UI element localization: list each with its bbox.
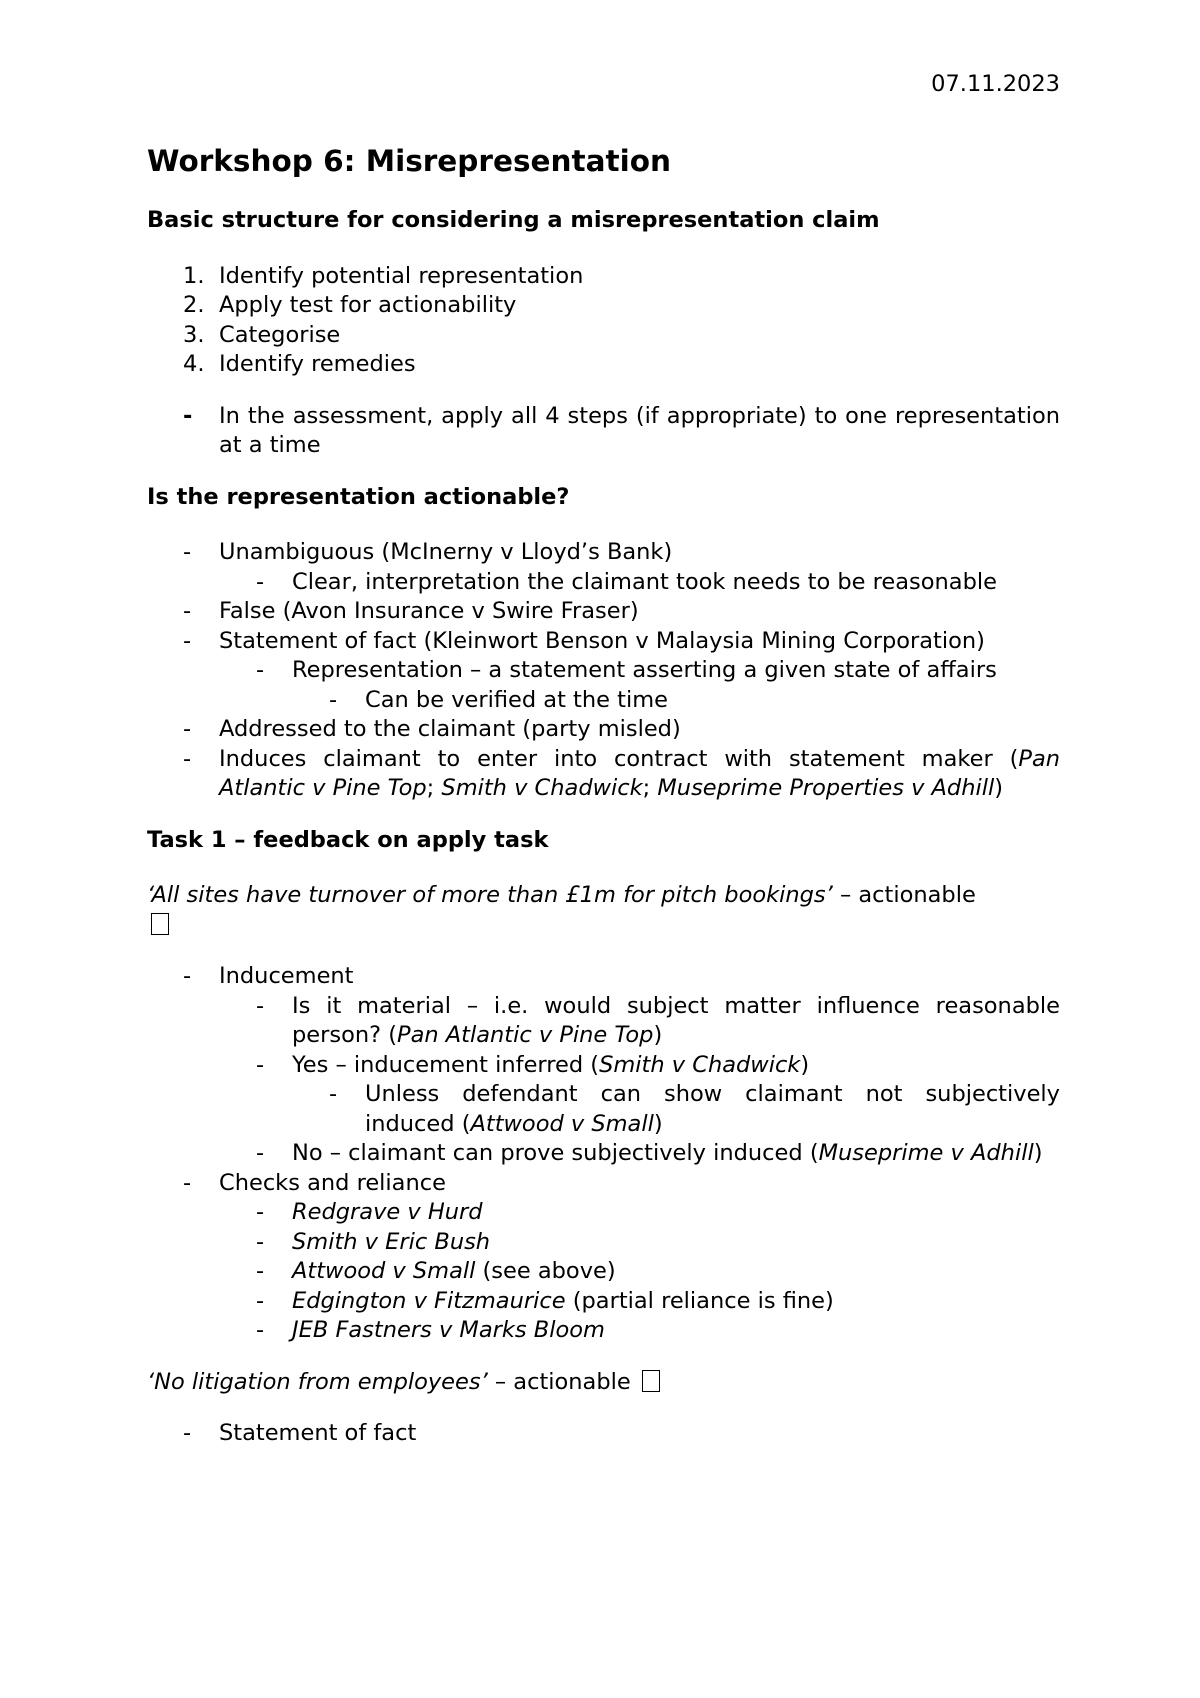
list-item: - No – claimant can prove subjectively induced (Museprime v Adhill): [256, 1140, 1043, 1166]
list-item: - Attwood v Small (see above): [256, 1258, 616, 1284]
list-item: - Inducement: [183, 963, 354, 989]
list-item: - Edgington v Fitzmaurice (partial reliance is fine): [256, 1287, 834, 1314]
list-item: - JEB Fastners v Marks Bloom: [256, 1317, 605, 1343]
list-item: - Can be verified at the time: [329, 686, 668, 713]
list-item: - Induces claimant to enter into contract with statement maker (Pan Atlantic v Pine Top; Smith v Chadwick; Museprime Properties v Adhill): [183, 745, 1060, 801]
actionable-heading: Is the representation actionable?: [147, 483, 570, 510]
list-item: - Clear, interpretation the claimant took needs to be reasonable: [256, 568, 997, 595]
document-date: 07.11.2023: [931, 71, 1060, 97]
page-title: Workshop 6: Misrepresentation: [147, 144, 672, 178]
list-item: - Unless defendant can show claimant not subjectively induced (Attwood v Small): [329, 1081, 1060, 1137]
list-item: - Representation – a statement asserting a given state of affairs: [256, 657, 997, 683]
list-item: 2. Apply test for actionability: [183, 292, 517, 318]
list-item: - False (Avon Insurance v Swire Fraser): [183, 598, 639, 624]
list-item: - Yes – inducement inferred (Smith v Chadwick): [256, 1051, 810, 1078]
structure-heading: Basic structure for considering a misrepresentation claim: [147, 207, 880, 233]
list-item: 4. Identify remedies: [183, 351, 416, 377]
steps-list: [147, 262, 1060, 380]
list-item: 1. Identify potential representation: [183, 262, 584, 289]
checkbox-glyph-icon: [642, 1370, 660, 1392]
document-content: [147, 142, 1060, 1449]
list-item: - Statement of fact: [183, 1420, 417, 1446]
list-item: - Redgrave v Hurd: [256, 1199, 483, 1225]
list-item: - Is it material – i.e. would subject matter influence reasonable person? (Pan Atlantic v Pine Top): [256, 992, 1060, 1048]
list-item: - Addressed to the claimant (party misled): [183, 716, 681, 742]
task1-heading: Task 1 – feedback on apply task: [147, 826, 549, 853]
list-item: - Unambiguous (McInerny v Lloyd’s Bank): [183, 539, 673, 565]
list-item: - Statement of fact (Kleinwort Benson v Malaysia Mining Corporation): [183, 627, 985, 654]
representation-one: ‘All sites have turnover of more than £1m for pitch bookings’ – actionable: [147, 881, 1067, 940]
representation-two: ‘No litigation from employees’ – actionable: [147, 1368, 1060, 1398]
list-item: - Smith v Eric Bush: [256, 1228, 491, 1255]
list-item: 3. Categorise: [183, 321, 341, 348]
assessment-note: - In the assessment, apply all 4 steps (if appropriate) to one representation at a time: [183, 402, 1060, 458]
list-item: - Checks and reliance: [183, 1169, 446, 1196]
checkbox-glyph-icon: [151, 913, 169, 935]
